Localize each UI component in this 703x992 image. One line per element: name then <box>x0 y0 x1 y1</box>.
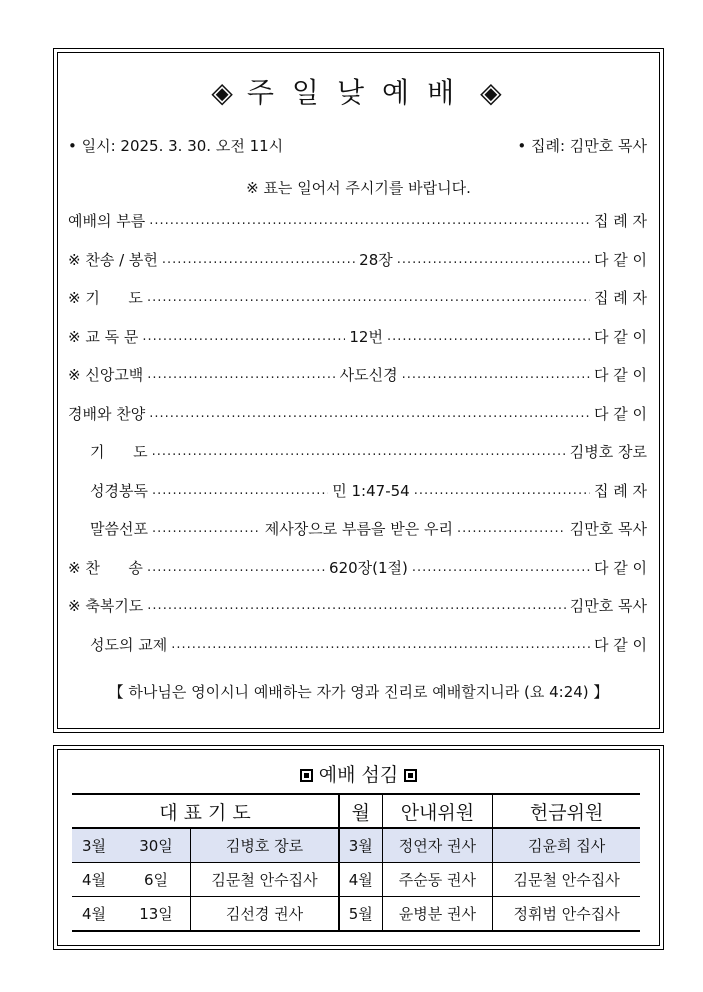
offering-name: 김윤희 집사 <box>493 828 640 863</box>
leader-dots <box>402 365 590 385</box>
order-item-person: 다 같 이 <box>594 250 648 269</box>
order-item <box>90 517 647 539</box>
leader-dots <box>149 404 590 424</box>
order-item-label: ※ 찬송 / 봉헌 <box>68 250 158 269</box>
service-roster-box <box>53 745 664 950</box>
leader-dots <box>147 596 565 616</box>
roster-month: 3월 <box>339 828 382 863</box>
leader-dots <box>147 365 335 385</box>
prayer-name: 김문철 안수집사 <box>191 863 340 897</box>
order-item-person: 집 례 자 <box>593 289 647 307</box>
order-item-label: 성경봉독 <box>90 481 148 500</box>
leader-dots <box>142 327 345 347</box>
order-item <box>68 286 647 308</box>
order-item-detail: 620장(1절) <box>329 558 408 577</box>
header-prayer: 대 표 기 도 <box>72 794 339 828</box>
table-row <box>72 897 640 932</box>
prayer-day: 30일 <box>122 828 191 863</box>
leader-dots <box>152 481 328 501</box>
order-item-person: 다 같 이 <box>593 327 647 346</box>
order-item-person: 다 같 이 <box>593 635 647 654</box>
scripture-verse: 【 하나님은 영이시니 예배하는 자가 영과 진리로 예배할지니라 (요 4:24) 】 <box>108 683 609 701</box>
order-item-label: 예배의 부름 <box>68 212 146 230</box>
order-item-label: ※ 축복기도 <box>68 597 144 615</box>
order-item-detail: 28장 <box>359 250 393 269</box>
order-item-detail: 12번 <box>349 327 383 346</box>
order-item-person: 김만호 목사 <box>569 520 647 538</box>
leader-dots <box>152 519 261 539</box>
worship-title-text: 주일낮예배 <box>246 76 473 109</box>
standing-notice: ※ 표는 일어서 주시기를 바랍니다. <box>246 179 471 197</box>
worship-title <box>54 71 663 111</box>
leader-dots <box>152 442 566 462</box>
worship-leader: • 집례: 김만호 목사 <box>517 137 647 155</box>
prayer-month: 4월 <box>81 871 107 889</box>
order-item-label: ※ 교 독 문 <box>68 327 139 346</box>
leader-dots <box>412 558 590 578</box>
leader-dots <box>171 635 590 655</box>
header-month: 월 <box>339 794 382 828</box>
order-item-label: ※ 찬 송 <box>68 558 143 577</box>
leader-dots <box>397 250 590 270</box>
roster-month: 5월 <box>339 897 382 932</box>
order-item <box>68 556 647 578</box>
diamond-icon-left: ◈ <box>211 76 237 109</box>
order-item-person: 집 례 자 <box>593 212 647 230</box>
leader-dots <box>457 519 566 539</box>
table-row <box>72 863 640 897</box>
order-item <box>90 633 647 655</box>
order-item-person: 집 례 자 <box>593 481 647 500</box>
order-item-label: 말씀선포 <box>90 520 148 538</box>
order-item <box>90 479 647 501</box>
square-bullet-icon <box>300 769 313 782</box>
order-item-label: 경배와 찬양 <box>68 404 146 423</box>
roster-table <box>72 793 640 932</box>
order-item-label: ※ 기 도 <box>68 289 143 307</box>
order-item-detail: 사도신경 <box>339 366 398 384</box>
roster-header-row <box>72 794 640 828</box>
leader-dots <box>147 288 590 308</box>
order-item <box>68 325 647 347</box>
order-item-label: ※ 신앙고백 <box>68 366 144 384</box>
order-item-label: 기 도 <box>90 443 148 461</box>
table-row <box>72 828 640 863</box>
order-item-label: 성도의 교제 <box>90 635 168 654</box>
leader-dots <box>147 558 325 578</box>
order-item-detail: 민 1:47-54 <box>332 481 410 500</box>
worship-order-box <box>53 48 664 733</box>
order-item-person: 다 같 이 <box>593 366 647 384</box>
offering-name: 정휘범 안수집사 <box>493 897 640 932</box>
leader-dots <box>414 481 590 501</box>
order-item-person: 김만호 목사 <box>569 597 647 615</box>
order-item-person: 다 같 이 <box>593 404 647 423</box>
order-item <box>68 248 647 270</box>
leader-dots <box>387 327 590 347</box>
order-item-person: 다 같 이 <box>593 558 647 577</box>
prayer-month: 3월 <box>72 828 122 863</box>
roster-title <box>54 760 663 787</box>
order-item <box>68 594 647 616</box>
order-item <box>68 363 647 385</box>
usher-name: 윤병분 권사 <box>382 897 493 932</box>
prayer-day: 13일 <box>139 905 173 923</box>
prayer-month: 4월 <box>81 905 107 923</box>
square-bullet-icon <box>404 769 417 782</box>
diamond-icon-right: ◈ <box>480 76 506 109</box>
order-item-person: 김병호 장로 <box>569 443 647 461</box>
leader-dots <box>162 250 355 270</box>
usher-name: 주순동 권사 <box>382 863 493 897</box>
order-item <box>68 402 647 424</box>
prayer-name: 김선경 권사 <box>191 897 340 932</box>
order-item <box>90 440 647 462</box>
worship-date: • 일시: 2025. 3. 30. 오전 11시 <box>68 137 284 155</box>
prayer-day: 6일 <box>143 871 169 889</box>
roster-month: 4월 <box>339 863 382 897</box>
order-item-detail: 제사장으로 부름을 받은 우리 <box>264 520 453 538</box>
leader-dots <box>149 211 590 231</box>
roster-title-text: 예배 섬김 <box>318 764 399 786</box>
order-item <box>68 209 647 231</box>
header-offering: 헌금위원 <box>493 794 640 828</box>
prayer-name: 김병호 장로 <box>191 828 340 863</box>
offering-name: 김문철 안수집사 <box>493 863 640 897</box>
usher-name: 정연자 권사 <box>382 828 493 863</box>
header-usher: 안내위원 <box>382 794 493 828</box>
